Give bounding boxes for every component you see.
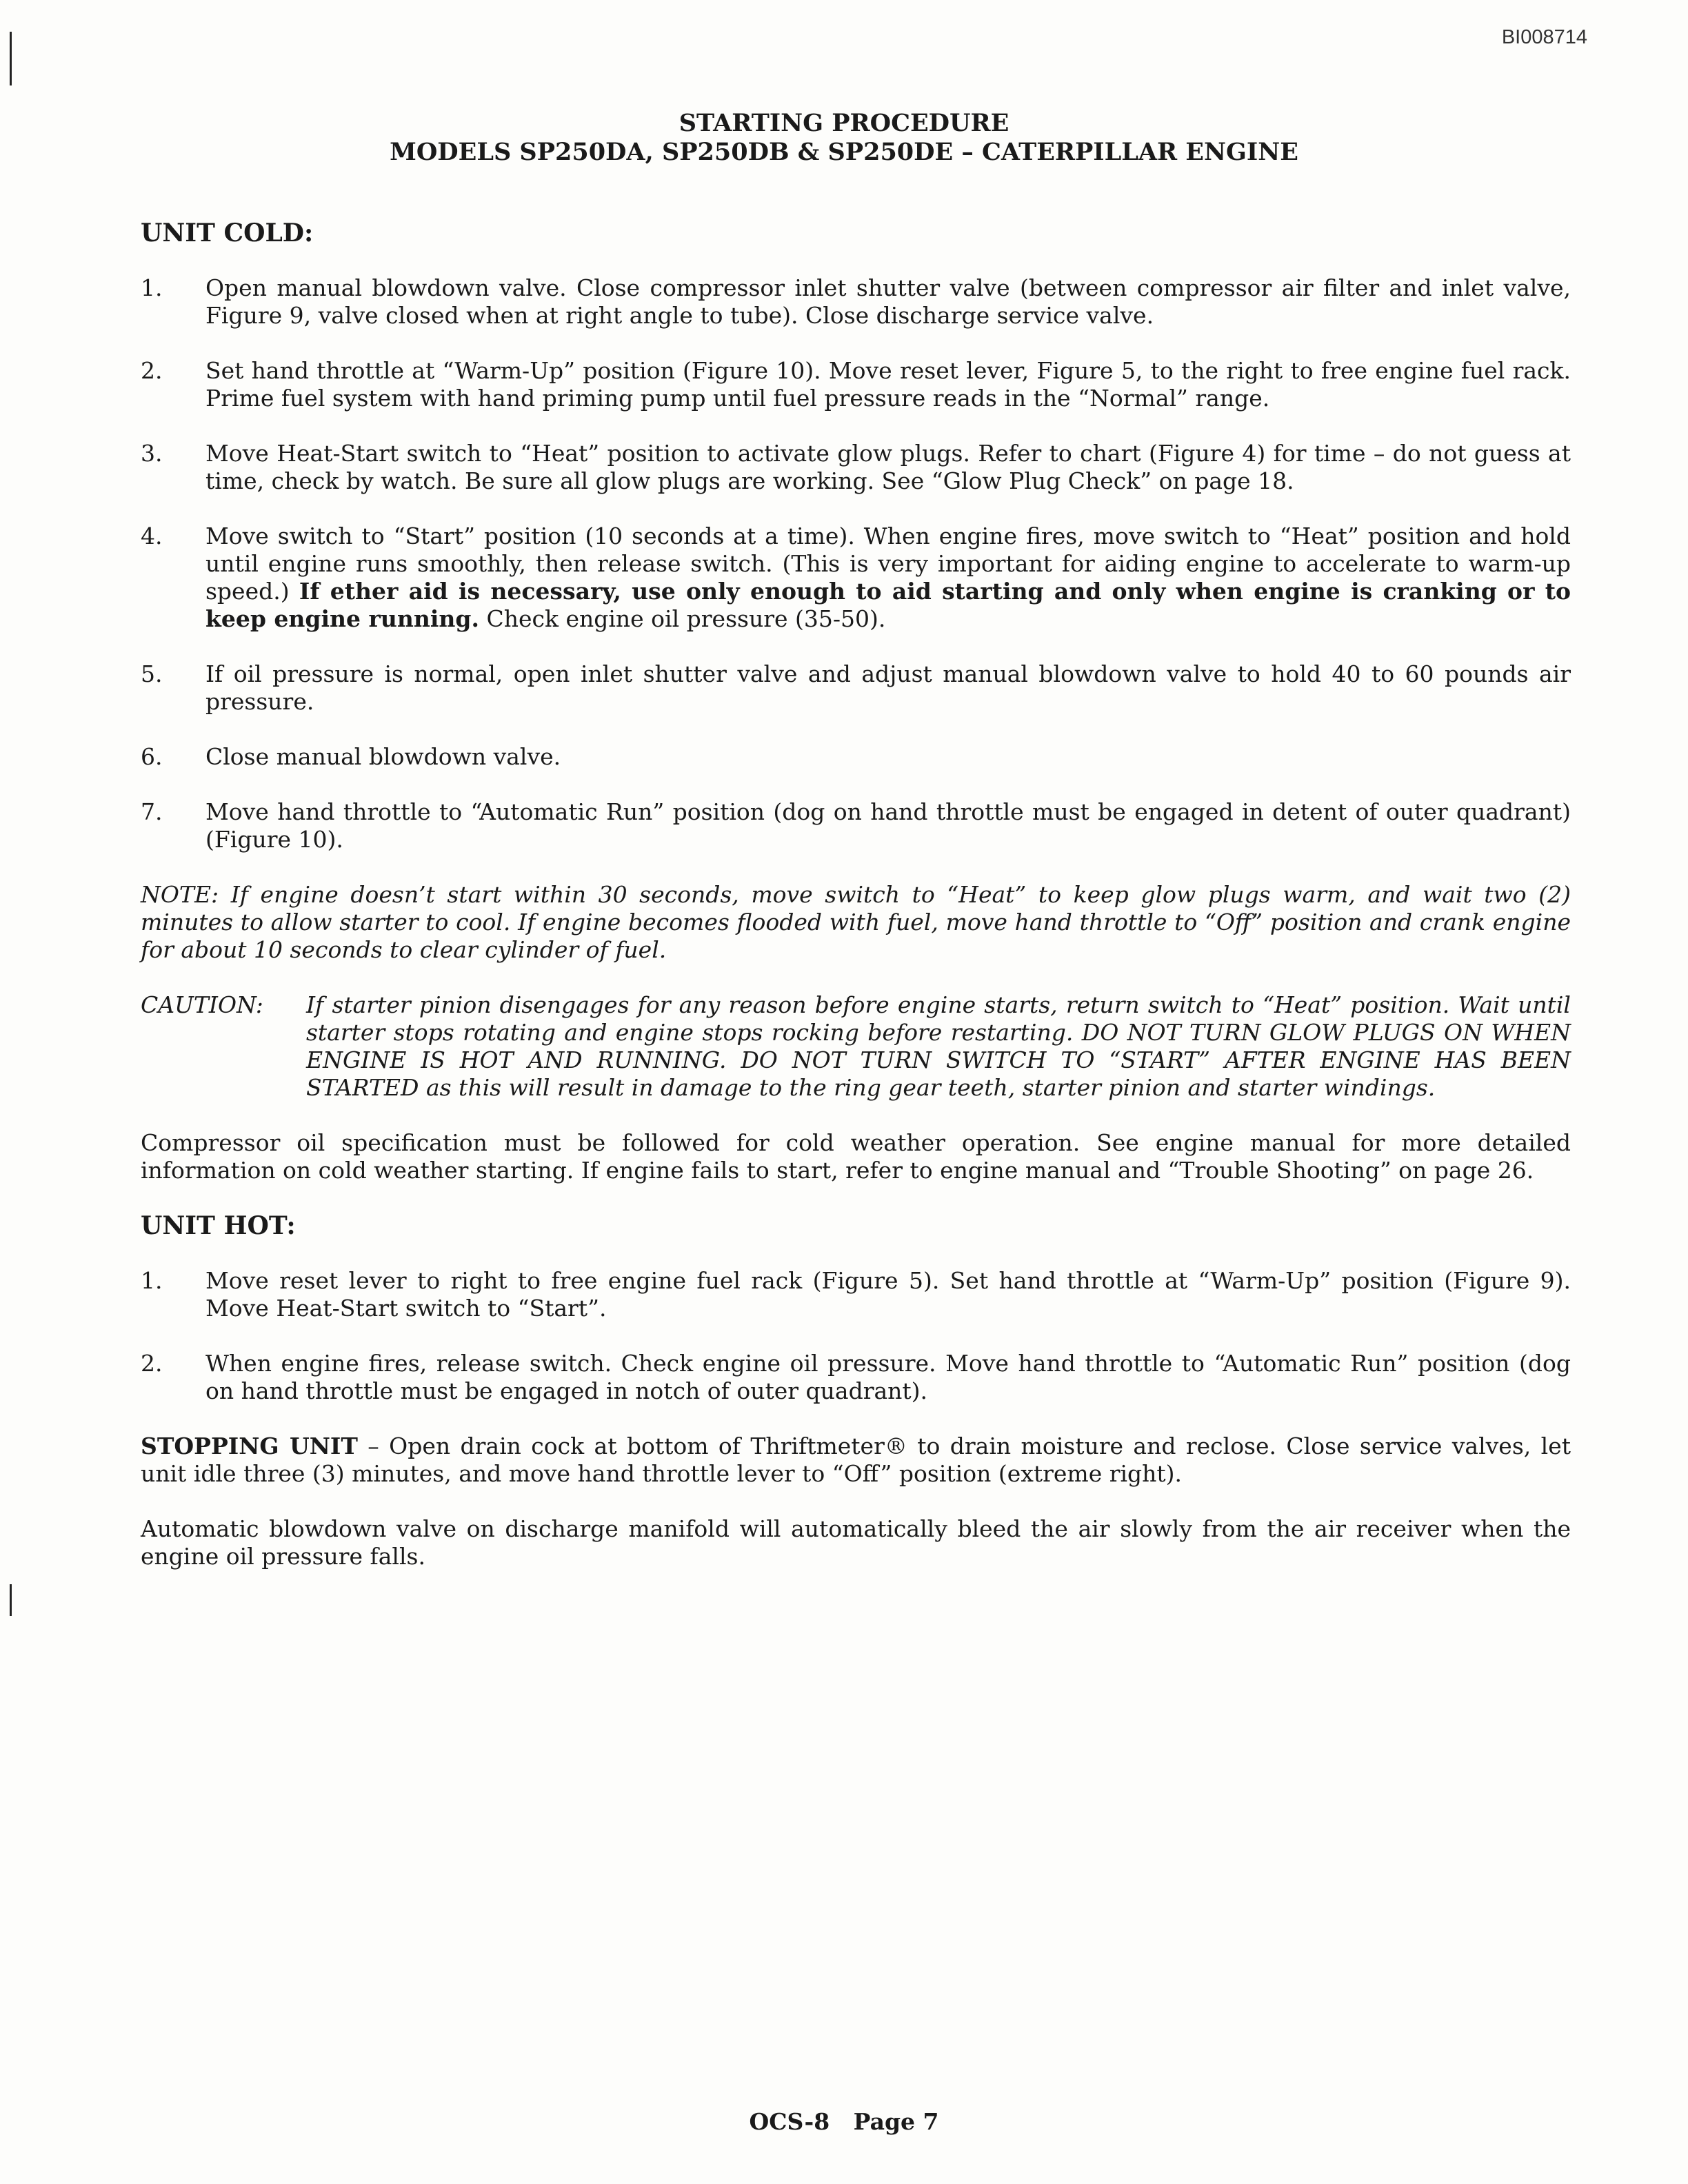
stopping-unit-paragraph: [141, 1433, 1571, 1488]
item-text: Close manual blowdown valve.: [205, 743, 561, 770]
item-text-start: Move switch to “Start” position (10 seconds at a time). When engine fires, move switch to “Heat” position and hold until engine runs smoothly, then release switch. (This is very important for aiding engine to accelerate to warm-up speed.): [205, 523, 1571, 605]
item-number: 1.: [141, 274, 163, 301]
automatic-blowdown-paragraph: Automatic blowdown valve on discharge manifold will automatically bleed the air slowly from the air receiver when the engine oil pressure falls.: [141, 1515, 1571, 1570]
compressor-oil-paragraph: Compressor oil specification must be followed for cold weather operation. See engine manual for more detailed information on cold weather starting. If engine fails to start, refer to engine manual and “Trouble Shooting” on page 26.: [141, 1129, 1571, 1184]
list-item: [141, 274, 1571, 330]
caution-label: CAUTION:: [141, 991, 263, 1018]
item-text: When engine fires, release switch. Check engine oil pressure. Move hand throttle to “Automatic Run” position (dog on hand throttle must be engaged in notch of outer quadrant).: [205, 1350, 1571, 1404]
note-paragraph: NOTE: If engine doesn’t start within 30 seconds, move switch to “Heat” to keep glow plugs warm, and wait two (2) minutes to allow starter to cool. If engine becomes flooded with fuel, move hand throttle to “Off” position and crank engine for about 10 seconds to clear cylinder of fuel.: [141, 881, 1571, 963]
item-text: Move reset lever to right to free engine fuel rack (Figure 5). Set hand throttle at “Warm-Up” position (Figure 9). Move Heat-Start switch to “Start”.: [205, 1267, 1571, 1322]
title-line-2: MODELS SP250DA, SP250DB & SP250DE – CATERPILLAR ENGINE: [390, 138, 1298, 166]
item-number: 4.: [141, 523, 163, 549]
item-number: 1.: [141, 1267, 163, 1294]
margin-mark-bottom: [10, 1584, 12, 1616]
item-number: 7.: [141, 798, 163, 825]
item-text: [205, 523, 1571, 633]
ether-warning: If ether aid is necessary, use only enough to aid starting and only when engine is cranking or to keep engine running.: [205, 578, 1571, 632]
list-item: [141, 743, 1571, 771]
list-item: [141, 798, 1571, 853]
document-id: BI008714: [1501, 26, 1587, 48]
document-body: [141, 219, 1571, 1598]
stopping-unit-label: STOPPING UNIT: [141, 1433, 358, 1459]
caution-block: [141, 991, 1571, 1102]
item-number: 6.: [141, 743, 163, 770]
page-footer: OCS-8 Page 7: [749, 2108, 939, 2135]
stopping-unit-text: – Open drain cock at bottom of Thriftmeter® to drain moisture and reclose. Close service valves, let unit idle three (3) minutes, and move hand throttle lever to “Off” position (extreme right).: [141, 1433, 1571, 1487]
unit-hot-heading: UNIT HOT:: [141, 1211, 296, 1240]
list-item: [141, 523, 1571, 633]
item-number: 3.: [141, 440, 163, 467]
item-text: Move Heat-Start switch to “Heat” position to activate glow plugs. Refer to chart (Figure 4) for time – do not guess at time, check by watch. Be sure all glow plugs are working. See “Glow Plug Check” on page 18.: [205, 440, 1571, 494]
item-text: If oil pressure is normal, open inlet shutter valve and adjust manual blowdown valve to hold 40 to 60 pounds air pressure.: [205, 660, 1571, 715]
list-item: [141, 660, 1571, 716]
item-text: Set hand throttle at “Warm-Up” position (Figure 10). Move reset lever, Figure 5, to the right to free engine fuel rack. Prime fuel system with hand priming pump until fuel pressure reads in the “Normal” range.: [205, 357, 1571, 412]
margin-mark-top: [10, 32, 12, 85]
unit-cold-heading: UNIT COLD:: [141, 219, 314, 247]
item-number: 2.: [141, 1350, 163, 1377]
list-item: [141, 357, 1571, 412]
list-item: [141, 440, 1571, 495]
list-item: [141, 1267, 1571, 1322]
list-item: [141, 1350, 1571, 1405]
caution-text: If starter pinion disengages for any reason before engine starts, return switch to “Heat” position. Wait until starter stops rotating and engine stops rocking before restarting. DO NOT TURN GLOW PLUGS ON WHEN ENGINE IS HOT AND RUNNING. DO NOT TURN SWITCH TO “START” AFTER ENGINE HAS BEEN STARTED as this will result in damage to the ring gear teeth, starter pinion and starter windings.: [306, 991, 1571, 1101]
title-line-1: STARTING PROCEDURE: [679, 109, 1009, 137]
page-title: [0, 109, 1688, 167]
item-text-end: Check engine oil pressure (35-50).: [479, 605, 886, 632]
item-text: Open manual blowdown valve. Close compressor inlet shutter valve (between compressor air filter and inlet valve, Figure 9, valve closed when at right angle to tube). Close discharge service valve.: [205, 274, 1571, 329]
item-number: 2.: [141, 357, 163, 384]
item-text: Move hand throttle to “Automatic Run” position (dog on hand throttle must be engaged in detent of outer quadrant) (Figure 10).: [205, 798, 1571, 853]
item-number: 5.: [141, 660, 163, 687]
